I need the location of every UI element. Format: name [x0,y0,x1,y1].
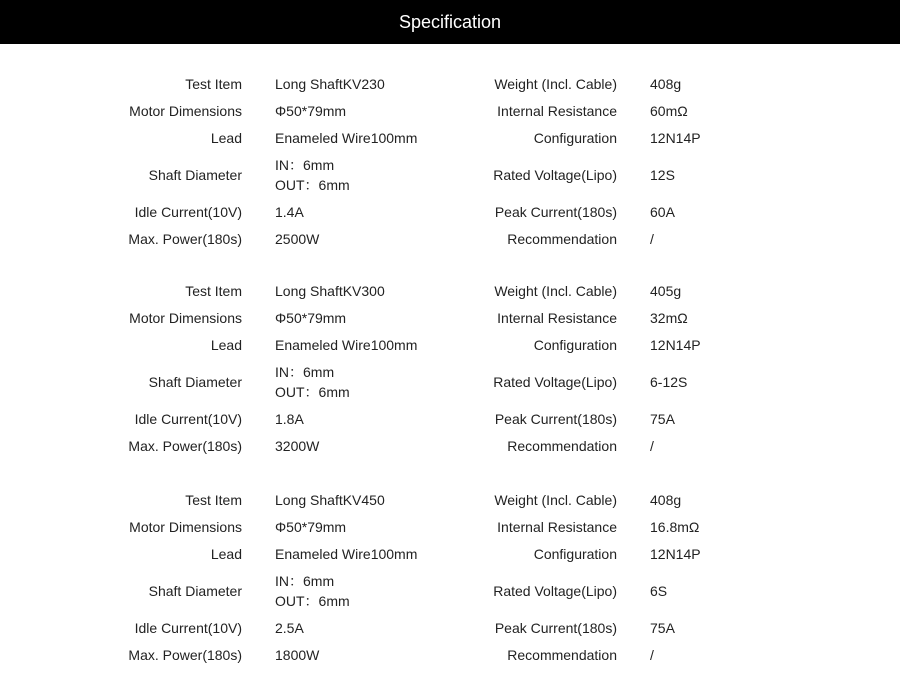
value-rated-voltage: 6-12S [650,374,688,390]
value-recommendation: / [650,647,654,663]
page-title: Specification [398,11,502,32]
label-idle-current: Idle Current(10V) [134,204,242,220]
label-lead: Lead [210,546,242,562]
label-internal-resistance: Internal Resistance [497,310,617,326]
label-lead: Lead [210,337,242,353]
label-internal-resistance: Internal Resistance [497,519,617,535]
value-test-item: Long ShaftKV230 [275,76,385,92]
value-configuration: 12N14P [650,546,701,562]
specification-header [0,0,900,44]
spec-block-kv450 [0,470,900,663]
label-peak-current: Peak Current(180s) [494,204,617,220]
value-shaft-out: OUT：6mm [275,593,350,609]
label-shaft-diameter: Shaft Diameter [148,167,242,183]
value-lead: Enameled Wire100mm [275,130,418,146]
value-motor-dimensions: Φ50*79mm [275,103,347,119]
value-peak-current: 75A [650,620,675,636]
value-max-power: 2500W [275,231,320,247]
label-configuration: Configuration [533,337,617,353]
value-motor-dimensions: Φ50*79mm [275,310,347,326]
value-weight: 408g [650,76,682,92]
label-recommendation: Recommendation [507,231,617,247]
label-peak-current: Peak Current(180s) [494,411,617,427]
label-rated-voltage: Rated Voltage(Lipo) [493,374,617,390]
value-shaft-in: IN：6mm [275,364,335,380]
label-idle-current: Idle Current(10V) [134,411,242,427]
label-recommendation: Recommendation [507,438,617,454]
label-rated-voltage: Rated Voltage(Lipo) [493,583,617,599]
value-shaft-out: OUT：6mm [275,177,350,193]
label-internal-resistance: Internal Resistance [497,103,617,119]
label-weight: Weight (Incl. Cable) [494,283,617,299]
label-configuration: Configuration [533,130,617,146]
value-lead: Enameled Wire100mm [275,337,418,353]
spec-block-kv230 [0,54,900,247]
label-shaft-diameter: Shaft Diameter [148,374,242,390]
label-rated-voltage: Rated Voltage(Lipo) [493,167,617,183]
label-max-power: Max. Power(180s) [128,647,242,663]
value-shaft-in: IN：6mm [275,573,335,589]
label-test-item: Test Item [185,283,242,299]
label-weight: Weight (Incl. Cable) [494,76,617,92]
value-shaft-out: OUT：6mm [275,384,350,400]
value-max-power: 1800W [275,647,320,663]
value-rated-voltage: 12S [650,167,675,183]
label-recommendation: Recommendation [507,647,617,663]
value-recommendation: / [650,231,654,247]
value-idle-current: 1.4A [275,204,304,220]
value-lead: Enameled Wire100mm [275,546,418,562]
label-shaft-diameter: Shaft Diameter [148,583,242,599]
spec-block-kv300 [0,261,900,454]
value-rated-voltage: 6S [650,583,668,599]
label-motor-dimensions: Motor Dimensions [129,519,242,535]
value-peak-current: 60A [650,204,675,220]
value-idle-current: 2.5A [275,620,304,636]
value-test-item: Long ShaftKV300 [275,283,385,299]
label-test-item: Test Item [185,76,242,92]
value-idle-current: 1.8A [275,411,304,427]
label-lead: Lead [210,130,242,146]
label-max-power: Max. Power(180s) [128,231,242,247]
value-weight: 408g [650,492,682,508]
value-internal-resistance: 32mΩ [650,310,688,326]
label-peak-current: Peak Current(180s) [494,620,617,636]
value-recommendation: / [650,438,654,454]
value-test-item: Long ShaftKV450 [275,492,385,508]
value-internal-resistance: 16.8mΩ [650,519,700,535]
label-configuration: Configuration [533,546,617,562]
value-internal-resistance: 60mΩ [650,103,688,119]
value-weight: 405g [650,283,682,299]
value-motor-dimensions: Φ50*79mm [275,519,347,535]
value-max-power: 3200W [275,438,320,454]
value-configuration: 12N14P [650,337,701,353]
label-idle-current: Idle Current(10V) [134,620,242,636]
label-max-power: Max. Power(180s) [128,438,242,454]
value-configuration: 12N14P [650,130,701,146]
label-motor-dimensions: Motor Dimensions [129,103,242,119]
label-weight: Weight (Incl. Cable) [494,492,617,508]
label-motor-dimensions: Motor Dimensions [129,310,242,326]
value-peak-current: 75A [650,411,675,427]
value-shaft-in: IN：6mm [275,157,335,173]
label-test-item: Test Item [185,492,242,508]
